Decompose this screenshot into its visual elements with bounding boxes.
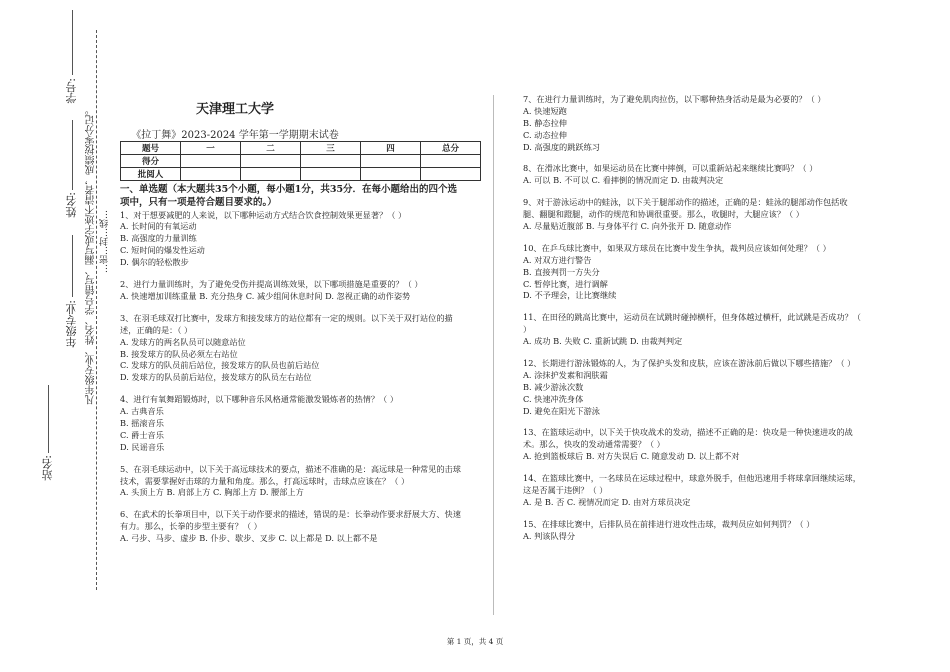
score-header-cell: 四	[361, 142, 421, 155]
question-option: C. 快速冲洗身体	[523, 393, 584, 404]
question-option: B. 高强度的力量训练	[120, 233, 197, 244]
question-option: A. 对双方进行警告	[523, 254, 592, 265]
question-option: C. 爵士音乐	[120, 429, 164, 440]
score-table-header-row	[121, 142, 481, 155]
question-option: A. 判该队得分	[523, 530, 576, 541]
question-option: B. 接发球方的队员必须左右站位	[120, 348, 238, 359]
section-title: 一、单选题（本大题共35个小题，每小题1分，共35分．在每小题给出的四个选项中，只有一项是符合题目要求的。）	[120, 184, 458, 209]
question-option: B. 摇滚音乐	[120, 417, 164, 428]
question-option: A. 长时间的有氧运动	[120, 221, 197, 232]
question-item	[120, 464, 464, 500]
question-option: D. 不予理会，让比赛继续	[523, 290, 617, 301]
student-id-label: 学号:	[65, 78, 78, 104]
question-stem: 8、在滑冰比赛中，如果运动员在比赛中摔倒，可以重新站起来继续比赛吗？（ ）	[523, 163, 818, 174]
score-cell	[421, 155, 481, 168]
question-stem: 10、在乒乓球比赛中，如果双方球员在比赛中发生争执，裁判员应该如何处理？（ ）	[523, 242, 831, 253]
question-stem: 15、在排球比赛中，后排队员在前排进行进攻性击球，裁判员应如何判罚？（ ）	[523, 518, 815, 529]
question-stem: 11、在田径的跳高比赛中，运动员在试跳时碰掉横杆，但身体越过横杆，此试跳是否成功？（ ）	[523, 312, 861, 335]
name-label: 姓名:	[65, 192, 78, 218]
score-header-cell: 一	[181, 142, 241, 155]
question-option: B. 直接判罚一方失分	[523, 266, 600, 277]
question-item	[523, 473, 863, 509]
question-option: A. 成功 B. 失败 C. 重新试跳 D. 由裁判判定	[523, 336, 683, 347]
question-option: C. 动态拉伸	[523, 129, 567, 140]
right-column	[523, 94, 863, 553]
grader-cell	[421, 168, 481, 181]
question-option: D. 发球方的队员前后站位，接发球方的队员左右站位	[120, 372, 312, 383]
year-major-label: 年级专业:	[65, 300, 78, 348]
question-item	[523, 358, 863, 417]
grader-cell	[301, 168, 361, 181]
question-option: A. 弓步、马步、虚步 B. 仆步、歇步、叉步 C. 以上都是 D. 以上都不是	[120, 533, 378, 544]
score-header-cell: 二	[241, 142, 301, 155]
seal-line-text: …密…封…线…	[100, 210, 110, 273]
question-stem: 12、长期进行游泳锻炼的人，为了保护头发和皮肤，应该在游泳前后做以下哪些措施？（ ）	[523, 358, 856, 369]
grader-cell	[241, 168, 301, 181]
question-option: C. 暂停比赛，进行调解	[523, 278, 608, 289]
question-stem: 4、进行有氧舞蹈锻炼时，以下哪种音乐风格通常能激发锻炼者的热情？（ ）	[120, 394, 399, 405]
school-blank	[48, 385, 49, 453]
question-stem: 5、在羽毛球运动中，以下关于高远球技术的要点，描述不准确的是：高远球是一种常见的击球技术，需要掌握好击球的力量和角度。那么，打高远球时，击球点应该在？（ ）	[120, 463, 461, 486]
question-item	[523, 163, 863, 187]
question-item	[120, 279, 464, 303]
question-item	[523, 197, 863, 233]
major-blank	[72, 235, 73, 297]
question-stem: 14、在篮球比赛中，一名球员在运球过程中，球意外脱手，但他迅速用手将球拿回继续运球，这是否属于违例？（ ）	[523, 473, 861, 496]
question-option: B. 静态拉伸	[523, 117, 567, 128]
school-label: 站名:	[41, 455, 54, 481]
question-item	[120, 509, 464, 545]
question-item	[523, 243, 863, 302]
left-column	[120, 183, 464, 555]
question-stem: 3、在羽毛球双打比赛中，发球方和接发球方的站位都有一定的规则。以下关于双打站位的描述，正确的是：（ ）	[120, 312, 453, 335]
score-cell	[241, 155, 301, 168]
score-header-cell: 总分	[421, 142, 481, 155]
question-option: C. 发球方的队员前后站位，接发球方的队员也前后站位	[120, 360, 320, 371]
question-item	[523, 312, 863, 348]
student-id-blank	[72, 10, 73, 75]
question-option: A. 头顶上方 B. 肩部上方 C. 胸部上方 D. 腰部上方	[120, 487, 304, 498]
question-stem: 6、在武术的长拳项目中，以下关于动作要求的描述，错误的是：长拳动作要求舒展大方、快速有力。那么，长拳的步型主要有？（ ）	[120, 509, 461, 532]
page-footer: 第 1 页，共 4 页	[446, 637, 504, 646]
score-header-cell: 题号	[121, 142, 181, 155]
question-option: A. 古典音乐	[120, 406, 164, 417]
question-option: A. 快速增加训练重量 B. 充分热身 C. 减少组间休息时间 D. 忽视正确的动作姿势	[120, 290, 411, 301]
question-option: D. 避免在阳光下游泳	[523, 405, 600, 416]
exam-title: 《拉丁舞》2023-2024 学年第一学期期末试卷	[131, 130, 339, 141]
question-stem: 9、对于游泳运动中的蛙泳，以下关于腿部动作的描述，正确的是：蛙泳的腿部动作包括收腿、翻腿和蹬腿，动作的规范和协调很重要。那么，收腿时，大腿应该？（ ）	[523, 197, 848, 220]
question-option: A. 可以 B. 不可以 C. 看摔倒的情况而定 D. 由裁判决定	[523, 175, 724, 186]
question-option: A. 是 B. 否 C. 视情况而定 D. 由对方球员决定	[523, 496, 691, 507]
column-divider	[493, 95, 494, 615]
score-row-label: 得分	[121, 155, 181, 168]
grader-cell	[181, 168, 241, 181]
question-option: A. 抢到篮板球后 B. 对方失误后 C. 随意发动 D. 以上都不对	[523, 451, 740, 462]
question-option: A. 涂抹护发素和润肤霜	[523, 369, 608, 380]
question-item	[120, 394, 464, 453]
question-option: C. 短时间的爆发性运动	[120, 245, 205, 256]
score-table	[120, 141, 481, 181]
question-option: A. 快速短跑	[523, 105, 567, 116]
question-stem: 2、进行力量训练时，为了避免受伤并提高训练效果，以下哪项措施是重要的？（ ）	[120, 279, 423, 290]
score-cell	[181, 155, 241, 168]
question-option: B. 减少游泳次数	[523, 381, 584, 392]
score-cell	[361, 155, 421, 168]
question-option: D. 偶尔的轻松散步	[120, 257, 189, 268]
grader-row	[121, 168, 481, 181]
question-stem: 1、对于想要减肥的人来说，以下哪种运动方式结合饮食控制效果更显著？（ ）	[120, 209, 407, 220]
score-row	[121, 155, 481, 168]
question-option: D. 高强度的跳跃练习	[523, 141, 600, 152]
question-stem: 7、在进行力量训练时，为了避免肌肉拉伤，以下哪种热身活动是最为必要的？（ ）	[523, 94, 826, 104]
score-header-cell: 三	[301, 142, 361, 155]
binding-notice: 凡年级专业、姓名、学号错写、漏写或字迹不清者，成绩按零分记。	[86, 105, 97, 405]
question-item	[523, 94, 863, 153]
grader-cell	[361, 168, 421, 181]
question-item	[523, 427, 863, 463]
score-cell	[301, 155, 361, 168]
grader-row-label: 批阅人	[121, 168, 181, 181]
university-title: 天津理工大学	[195, 102, 274, 117]
question-option: D. 民谣音乐	[120, 441, 165, 452]
question-item	[120, 210, 464, 269]
question-item	[120, 313, 464, 384]
question-item	[523, 519, 863, 543]
question-option: A. 尽量贴近腹部 B. 与身体平行 C. 向外张开 D. 随意动作	[523, 221, 732, 232]
question-stem: 13、在篮球运动中，以下关于快攻战术的发动，描述不正确的是：快攻是一种快速进攻的战术。那么，快攻的发动通常需要？（ ）	[523, 427, 853, 450]
question-option: A. 发球方的两名队员可以随意站位	[120, 336, 246, 347]
